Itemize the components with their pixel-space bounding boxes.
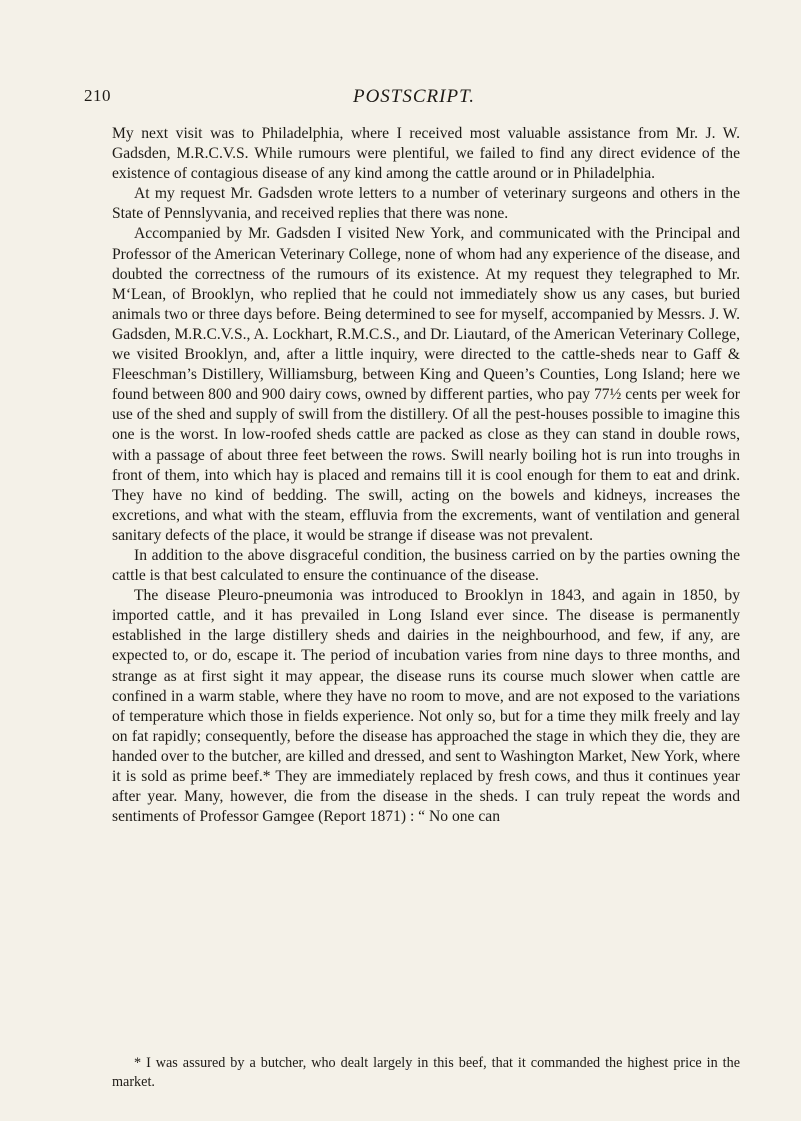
- running-head: POSTSCRIPT.: [352, 86, 475, 107]
- body-text: [112, 124, 740, 827]
- paragraph: At my request Mr. Gadsden wrote letters to a number of veterinary surgeons and others in the State of Pennslyvania, and received replies that there was none.: [112, 185, 740, 223]
- page-header: [84, 86, 744, 110]
- page-number: 210: [84, 86, 111, 105]
- paragraph: My next visit was to Philadelphia, where I received most valuable assistance from Mr. J. W. Gadsden, M.R.C.V.S. While rumours were plentiful, we failed to find any direct evidence of the existence of contagious disease of any kind among the cattle around or in Philadelphia.: [112, 125, 740, 183]
- paragraph: The disease Pleuro-pneumonia was introduced to Brooklyn in 1843, and again in 1850, by imported cattle, and it has prevailed in Long Island ever since. The disease is permanently established in the large distillery sheds and dairies in the neighbourhood, and few, if any, are expected to, or do, escape it. The period of incubation varies from nine days to three months, and strange as at first sight it may appear, the disease runs its course much slower when cattle are confined in a warm stable, where they have no room to move, and are not exposed to the variations of temperature which those in fields experience. Not only so, but for a time they milk freely and lay on fat rapidly; consequently, before the disease has approached the stage in which they die, they are handed over to the butcher, are killed and dressed, and sent to Washington Market, New York, where it is sold as prime beef.* They are immediately replaced by fresh cows, and thus it continues year after year. Many, however, die from the disease in the sheds. I can truly repeat the words and sentiments of Professor Gamgee (Report 1871) : “ No one can: [112, 587, 740, 826]
- footnote-text: * I was assured by a butcher, who dealt largely in this beef, that it commanded the highest price in the market.: [112, 1055, 740, 1090]
- paragraph: In addition to the above disgraceful condition, the business carried on by the parties owning the cattle is that best calculated to ensure the continuance of the disease.: [112, 546, 740, 585]
- paragraph: Accompanied by Mr. Gadsden I visited New York, and communicated with the Principal and Professor of the American Veterinary College, none of whom had any experience of the disease, and doubted the correctness of the rumours of its existence. At my request they telegraphed to Mr. M‘Lean, of Brooklyn, who replied that he could not immediately show us any cases, but buried animals two or three days before. Being determined to see for myself, accompanied by Messrs. J. W. Gadsden, M.R.C.V.S., A. Lockhart, R.M.C.S., and Dr. Liautard, of the American Veterinary College, we visited Brooklyn, and, after a little inquiry, were directed to the cattle-sheds near to Gaff & Fleeschman’s Distillery, Williamsburg, between King and Queen’s Counties, Long Island; here we found between 800 and 900 dairy cows, owned by different parties, who pay 77½ cents per week for use of the shed and supply of swill from the distillery. Of all the pest-houses possible to imagine this one is the worst. In low-roofed sheds cattle are packed as close as they can stand in double rows, with a passage of about three feet between the rows. Swill nearly boiling hot is run into troughs in front of them, into which hay is placed and remains till it is cool enough for them to eat and drink. They have no kind of bedding. The swill, acting on the bowels and kidneys, increases the excretions, and what with the steam, effluvia from the excrements, want of ventilation and general sanitary defects of the place, it would be strange if disease was not prevalent.: [112, 225, 740, 544]
- footnote: [112, 1054, 740, 1091]
